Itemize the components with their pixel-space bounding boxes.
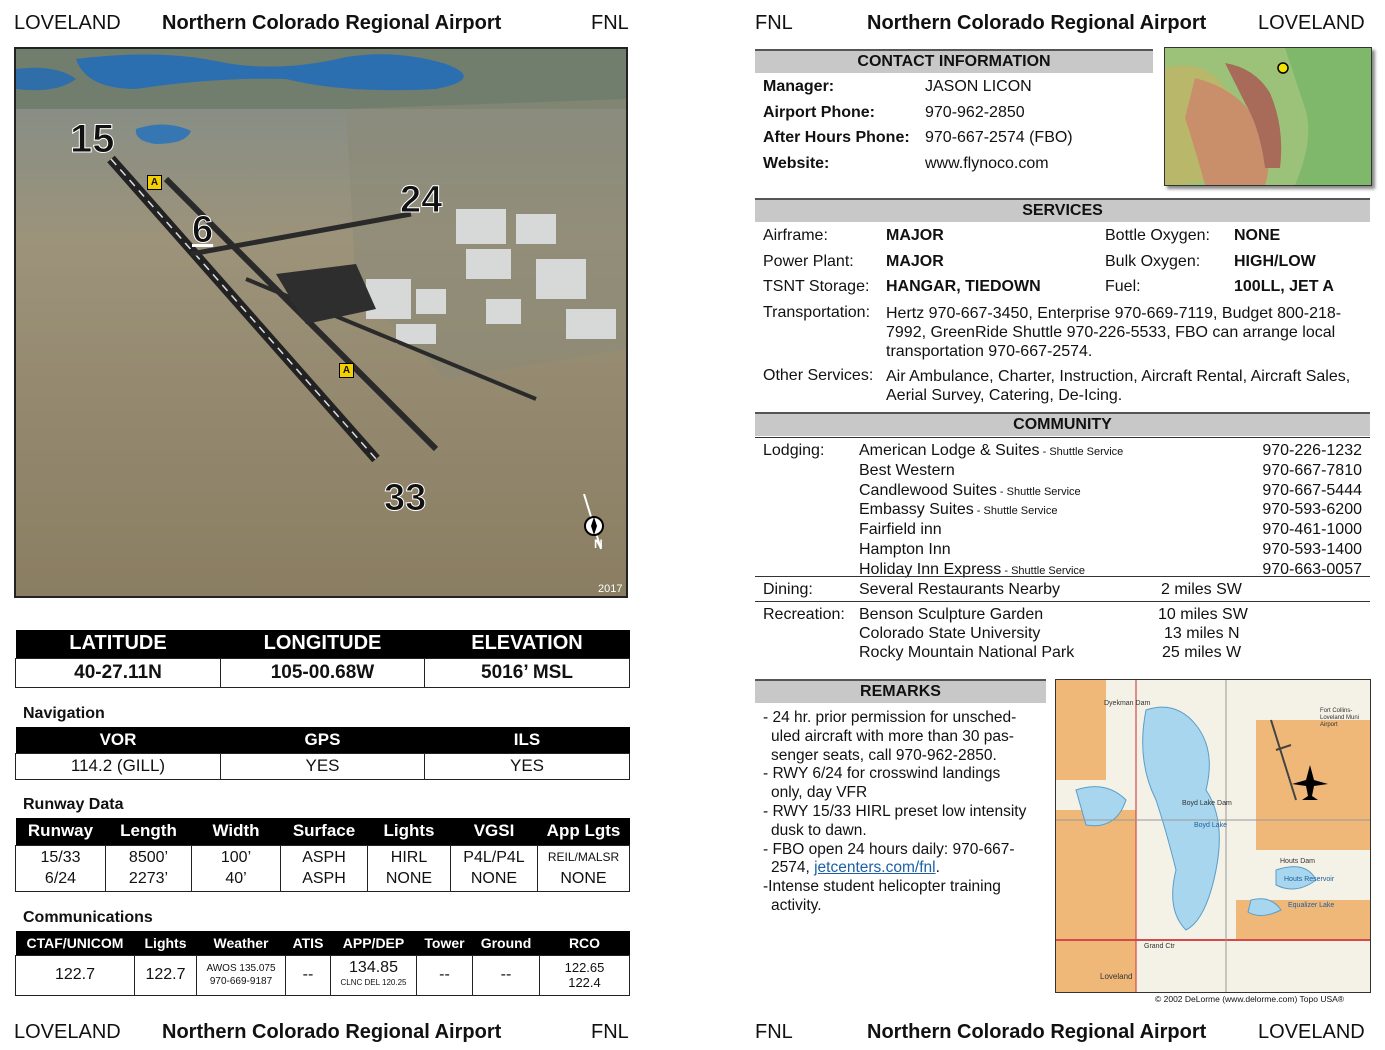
- airframe-value: MAJOR: [886, 227, 944, 244]
- runway-label-6: 6: [192, 209, 214, 251]
- bulk-oxygen-value: HIGH/LOW: [1234, 253, 1316, 270]
- manager-label: Manager:: [763, 78, 835, 95]
- contact-band: CONTACT INFORMATION: [755, 49, 1153, 73]
- rco-value: 122.65 122.4: [540, 955, 630, 995]
- lodging-list: [859, 442, 1362, 581]
- vgsi-header: VGSI: [451, 818, 538, 845]
- header-left-code: FNL: [591, 12, 629, 34]
- table-row: [16, 845, 630, 891]
- length-header: Length: [106, 818, 192, 845]
- header-left-title: Northern Colorado Regional Airport: [162, 12, 502, 34]
- tower-value: --: [417, 955, 473, 995]
- manager-value: JASON LICON: [925, 78, 1032, 95]
- communications-title: Communications: [23, 909, 153, 926]
- weather-value: AWOS 135.075 970-669-9187: [197, 955, 286, 995]
- transportation-label: Transportation:: [763, 304, 871, 321]
- ground-value: --: [473, 955, 540, 995]
- gps-header: GPS: [221, 727, 425, 753]
- latitude-value: 40-27.11N: [16, 658, 221, 687]
- width-cell: 100’ 40’: [192, 845, 281, 891]
- elevation-header: ELEVATION: [425, 630, 630, 658]
- longitude-header: LONGITUDE: [221, 630, 425, 658]
- lights-header: Lights: [368, 818, 451, 845]
- dining-distance: 2 miles SW: [1161, 581, 1242, 598]
- bottle-oxygen-label: Bottle Oxygen:: [1105, 227, 1210, 244]
- header-left-city: LOVELAND: [14, 12, 121, 34]
- atis-value: --: [286, 955, 331, 995]
- tower-header: Tower: [417, 931, 473, 955]
- runway-data-title: Runway Data: [23, 796, 124, 813]
- latitude-header: LATITUDE: [16, 630, 221, 658]
- fuel-label: Fuel:: [1105, 278, 1141, 295]
- map-label-equalizer: Equalizer Lake: [1288, 902, 1335, 909]
- recreation-item-3: Rocky Mountain National Park: [859, 644, 1075, 661]
- recreation-item-1: Benson Sculpture Garden: [859, 606, 1044, 623]
- lodging-label: Lodging:: [763, 442, 825, 459]
- list-item: Embassy Suites - Shuttle Service 970-593-6200: [859, 501, 1362, 519]
- list-item: Holiday Inn Express - Shuttle Service 970-663-0057: [859, 560, 1362, 578]
- app-dep-header: APP/DEP: [331, 931, 417, 955]
- dining-name: Several Restaurants Nearby: [859, 581, 1060, 598]
- list-item: Best Western 970-667-7810: [859, 461, 1362, 479]
- lights-freq-value: 122.7: [135, 955, 197, 995]
- vgsi-cell: P4L/P4L NONE: [451, 845, 538, 891]
- ils-header: ILS: [425, 727, 630, 753]
- ctaf-header: CTAF/UNICOM: [16, 931, 135, 955]
- runway-cell: 15/33 6/24: [16, 845, 106, 891]
- map-copyright: © 2002 DeLorme (www.delorme.com) Topo USA®: [1155, 994, 1345, 1004]
- community-rule: [755, 437, 1370, 438]
- lights-freq-header: Lights: [135, 931, 197, 955]
- local-topo-map: [1055, 679, 1371, 993]
- other-services-value: Air Ambulance, Charter, Instruction, Aircraft Rental, Aircraft Sales, Aerial Survey, Catering, De-Icing.: [886, 368, 1351, 404]
- recreation-label: Recreation:: [763, 606, 845, 623]
- taxiway-a-sign-2: A: [339, 363, 354, 378]
- list-item: Candlewood Suites - Shuttle Service 970-667-5444: [859, 481, 1362, 499]
- airport-phone-value: 970-962-2850: [925, 104, 1025, 121]
- rco-header: RCO: [540, 931, 630, 955]
- recreation-item-2: Colorado State University: [859, 625, 1041, 642]
- other-services-label: Other Services:: [763, 367, 874, 384]
- length-cell: 8500’ 2273’: [106, 845, 192, 891]
- footer-left-code: FNL: [591, 1021, 629, 1043]
- map-label-airport: Fort Collins-Loveland Muni Airport: [1320, 708, 1360, 728]
- atis-header: ATIS: [286, 931, 331, 955]
- bottle-oxygen-value: NONE: [1234, 227, 1281, 244]
- footer-right-title: Northern Colorado Regional Airport: [867, 1021, 1207, 1043]
- vor-header: VOR: [16, 727, 221, 753]
- map-label-loveland: Loveland: [1100, 972, 1133, 981]
- communications-table: [15, 931, 630, 996]
- fuel-value: 100LL, JET A: [1234, 278, 1334, 295]
- ground-header: Ground: [473, 931, 540, 955]
- bulk-oxygen-label: Bulk Oxygen:: [1105, 253, 1201, 270]
- lights-cell: HIRL NONE: [368, 845, 451, 891]
- recreation-dist-2: 13 miles N: [1164, 625, 1240, 642]
- surface-cell: ASPH ASPH: [281, 845, 368, 891]
- gps-value: YES: [221, 753, 425, 779]
- lodging-rule: [755, 576, 1370, 577]
- tsnt-storage-label: TSNT Storage:: [763, 278, 870, 295]
- app-lgts-header: App Lgts: [538, 818, 630, 845]
- list-item: American Lodge & Suites - Shuttle Service 970-226-1232: [859, 442, 1362, 459]
- recreation-dist-1: 10 miles SW: [1158, 606, 1248, 623]
- footer-right-city: LOVELAND: [1258, 1021, 1365, 1043]
- footer-right-code: FNL: [755, 1021, 793, 1043]
- taxiway-a-sign: A: [147, 175, 162, 190]
- remarks-text: - 24 hr. prior permission for unsched- uled aircraft with more than 30 pas- senger seats, call 970-962-2850. - RWY 6/24 for crosswind landings only, day VFR - RWY 15/33 HIRL preset low intensity dusk to dawn. - FBO open 24 hours daily: 970-667- 2574, jetcenters.com/fnl. -Intense student helicopter training activity.: [763, 709, 1027, 914]
- ctaf-value: 122.7: [16, 955, 135, 995]
- elevation-value: 5016’ MSL: [425, 658, 630, 687]
- navigation-table: [15, 727, 630, 780]
- surface-header: Surface: [281, 818, 368, 845]
- dining-label: Dining:: [763, 581, 813, 598]
- airport-aerial-photo: [14, 47, 628, 598]
- longitude-value: 105-00.68W: [221, 658, 425, 687]
- colorado-locator-map: [1164, 47, 1372, 186]
- map-label-center: Grand Ctr: [1144, 943, 1175, 950]
- list-item: Fairfield inn 970-461-1000: [859, 521, 1362, 539]
- map-label-dyekman: Dyekman Dam: [1104, 700, 1151, 707]
- airframe-label: Airframe:: [763, 227, 828, 244]
- footer-left-city: LOVELAND: [14, 1021, 121, 1043]
- airport-phone-label: Airport Phone:: [763, 104, 875, 121]
- after-hours-value: 970-667-2574 (FBO): [925, 129, 1073, 146]
- map-label-boyd-dam: Boyd Lake Dam: [1182, 800, 1232, 807]
- weather-header: Weather: [197, 931, 286, 955]
- width-header: Width: [192, 818, 281, 845]
- header-right-code: FNL: [755, 12, 793, 34]
- navigation-title: Navigation: [23, 705, 105, 722]
- recreation-dist-3: 25 miles W: [1162, 644, 1242, 661]
- services-band: SERVICES: [755, 198, 1370, 222]
- remarks-band: REMARKS: [755, 679, 1046, 703]
- north-label: N: [594, 537, 603, 551]
- fbo-website-link[interactable]: jetcenters.com/fnl: [814, 859, 936, 877]
- header-right-title: Northern Colorado Regional Airport: [867, 12, 1207, 34]
- ils-value: YES: [425, 753, 630, 779]
- power-plant-label: Power Plant:: [763, 253, 854, 270]
- coords-table: [15, 630, 630, 688]
- dining-rule: [755, 601, 1370, 602]
- map-label-houts-dam: Houts Dam: [1280, 858, 1316, 865]
- header-right-city: LOVELAND: [1258, 12, 1365, 34]
- app-dep-value: 134.85 CLNC DEL 120.25: [331, 955, 417, 995]
- map-label-boyd-lake: Boyd Lake: [1194, 822, 1228, 829]
- community-band: COMMUNITY: [755, 412, 1370, 436]
- footer-left-title: Northern Colorado Regional Airport: [162, 1021, 502, 1043]
- website-value[interactable]: www.flynoco.com: [925, 155, 1049, 172]
- runway-table: [15, 818, 630, 892]
- runway-label-24: 24: [400, 179, 443, 221]
- power-plant-value: MAJOR: [886, 253, 944, 270]
- tsnt-storage-value: HANGAR, TIEDOWN: [886, 278, 1041, 295]
- runway-label-15: 15: [70, 117, 115, 161]
- transportation-value: Hertz 970-667-3450, Enterprise 970-669-7119, Budget 800-218-7992, GreenRide Shuttle 970-226-5533, FBO can arrange local transportation 970-667-2574.: [886, 305, 1342, 360]
- website-label: Website:: [763, 155, 830, 172]
- app-lgts-cell: REIL/MALSR NONE: [538, 845, 630, 891]
- after-hours-label: After Hours Phone:: [763, 129, 910, 146]
- runway-label-33: 33: [384, 477, 427, 519]
- runway-header: Runway: [16, 818, 106, 845]
- vor-value: 114.2 (GILL): [16, 753, 221, 779]
- list-item: Hampton Inn 970-593-1400: [859, 540, 1362, 558]
- map-label-houts-res: Houts Reservoir: [1284, 876, 1335, 883]
- photo-year: 2017: [598, 583, 623, 595]
